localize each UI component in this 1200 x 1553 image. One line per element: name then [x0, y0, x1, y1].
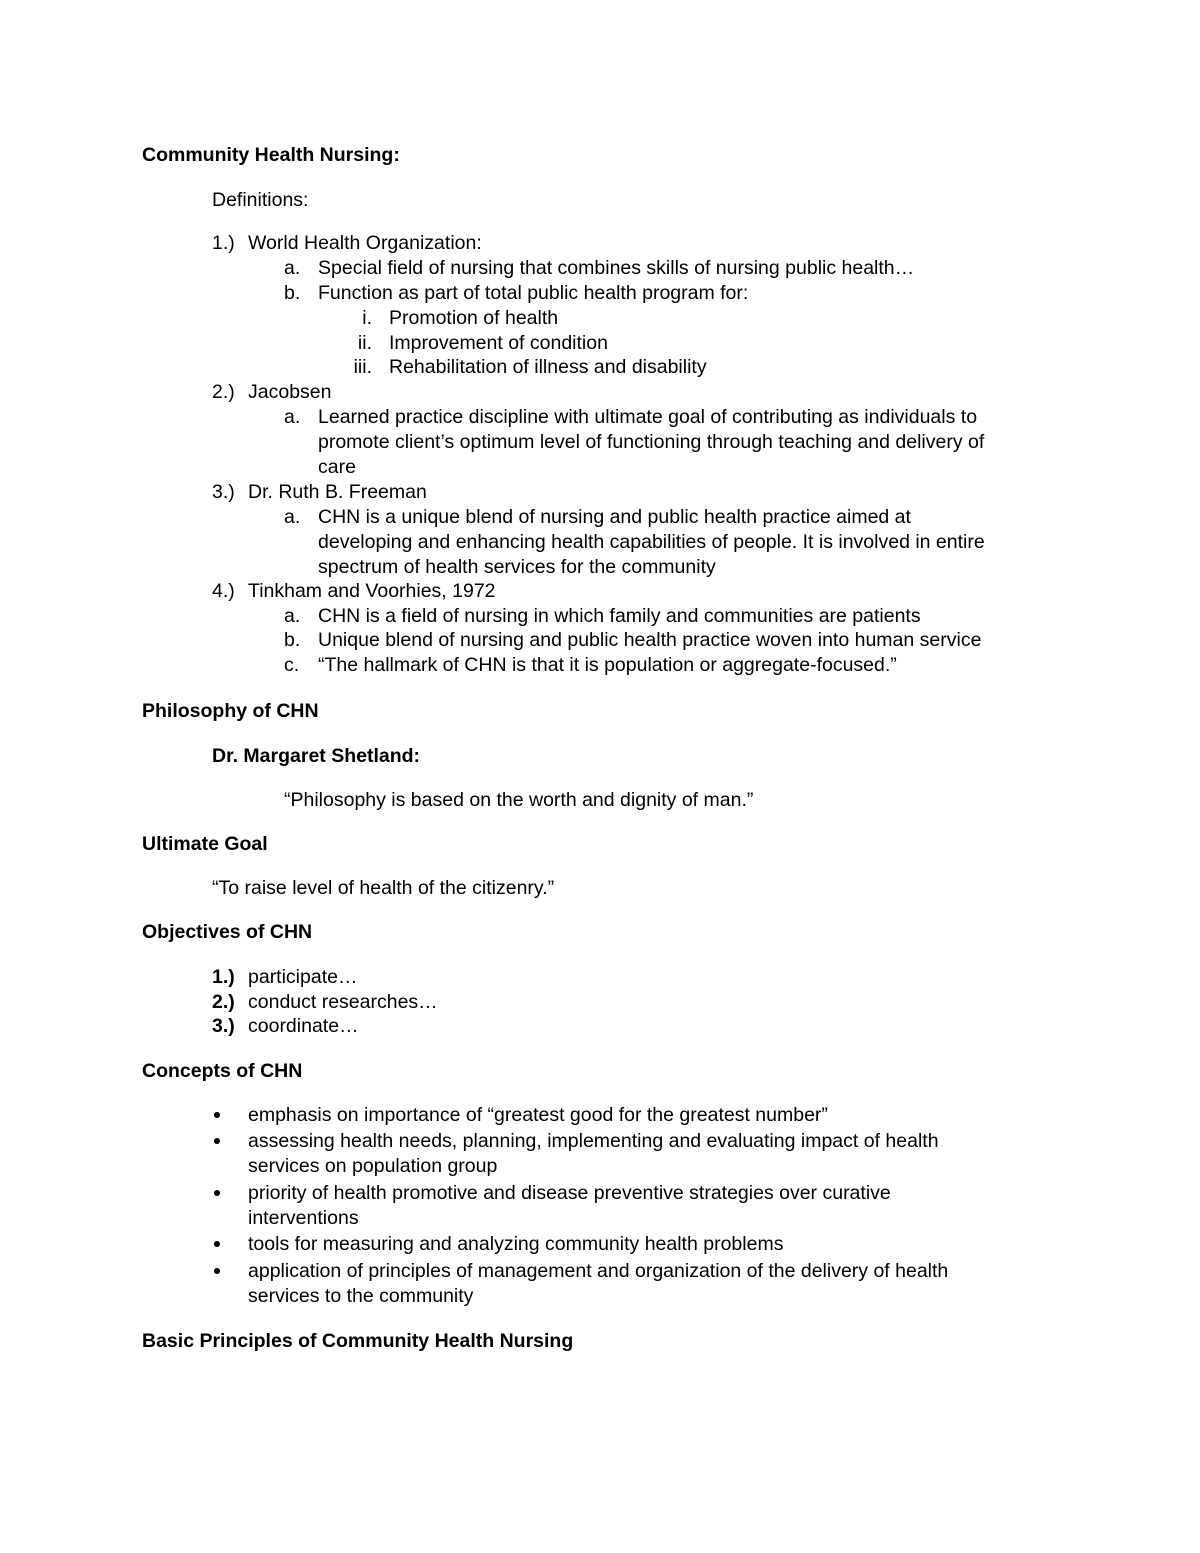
objective-item: participate…: [248, 966, 358, 988]
objective-item: coordinate…: [248, 1015, 359, 1037]
bullet-icon: [214, 1241, 220, 1247]
list-item-text: Improvement of condition: [389, 332, 608, 354]
list-marker: 1.): [212, 232, 235, 254]
bullet-icon: [214, 1190, 220, 1196]
definition-source: World Health Organization:: [248, 232, 482, 254]
section-title-goal: Ultimate Goal: [142, 833, 268, 855]
list-marker: b.: [284, 282, 301, 304]
definition-text: Learned practice discipline with ultimate goal of contributing as individuals to: [318, 406, 978, 428]
bullet-icon: [214, 1138, 220, 1144]
definition-source: Tinkham and Voorhies, 1972: [248, 580, 496, 602]
list-marker: i.: [362, 307, 372, 329]
definition-text: CHN is a unique blend of nursing and public health practice aimed at: [318, 506, 911, 528]
concept-item: priority of health promotive and disease preventive strategies over curative: [248, 1182, 891, 1204]
objective-item: conduct researches…: [248, 991, 438, 1013]
list-item-text: Promotion of health: [389, 307, 559, 329]
definition-text: developing and enhancing health capabilities of people. It is involved in entire: [318, 531, 985, 553]
concept-item: assessing health needs, planning, implementing and evaluating impact of health: [248, 1130, 939, 1152]
section-title-objectives: Objectives of CHN: [142, 921, 313, 943]
section-title-philosophy: Philosophy of CHN: [142, 700, 319, 722]
definition-text: promote client’s optimum level of functioning through teaching and delivery of: [318, 431, 985, 453]
bullet-icon: [214, 1268, 220, 1274]
list-item-text: Rehabilitation of illness and disability: [389, 356, 707, 378]
concept-item: tools for measuring and analyzing community health problems: [248, 1233, 784, 1255]
list-marker: 2.): [212, 381, 235, 403]
concept-item: services to the community: [248, 1285, 474, 1307]
definition-text: “The hallmark of CHN is that it is population or aggregate-focused.”: [318, 654, 897, 676]
definition-source: Dr. Ruth B. Freeman: [248, 481, 427, 503]
concept-item: emphasis on importance of “greatest good for the greatest number”: [248, 1104, 828, 1126]
definition-text: Special field of nursing that combines skills of nursing public health…: [318, 257, 915, 279]
definition-source: Jacobsen: [248, 381, 332, 403]
list-marker: ii.: [357, 332, 372, 354]
definition-text: CHN is a field of nursing in which family and communities are patients: [318, 605, 921, 627]
section-title-concepts: Concepts of CHN: [142, 1060, 303, 1082]
concept-item: interventions: [248, 1207, 359, 1229]
section-title-chn: Community Health Nursing:: [142, 144, 400, 166]
definition-text: spectrum of health services for the community: [318, 556, 716, 578]
list-marker: 3.): [212, 481, 235, 503]
definition-text: care: [318, 456, 356, 478]
concept-item: application of principles of management and organization of the delivery of health: [248, 1260, 949, 1282]
list-marker: 4.): [212, 580, 235, 602]
list-marker: a.: [284, 605, 301, 627]
list-marker: a.: [284, 257, 301, 279]
philosophy-author: Dr. Margaret Shetland:: [212, 745, 421, 767]
list-marker: c.: [284, 654, 300, 676]
list-marker: a.: [284, 506, 301, 528]
definitions-label: Definitions:: [212, 189, 309, 211]
list-marker: 1.): [212, 966, 235, 988]
list-marker: 3.): [212, 1015, 235, 1037]
list-marker: 2.): [212, 991, 235, 1013]
philosophy-quote: “Philosophy is based on the worth and dignity of man.”: [284, 789, 754, 811]
bullet-icon: [214, 1112, 220, 1118]
definition-text: Unique blend of nursing and public health practice woven into human service: [318, 629, 982, 651]
list-marker: a.: [284, 406, 301, 428]
definition-text: Function as part of total public health program for:: [318, 282, 749, 304]
list-marker: iii.: [353, 356, 372, 378]
section-title-principles: Basic Principles of Community Health Nursing: [142, 1330, 574, 1352]
concept-item: services on population group: [248, 1155, 498, 1177]
goal-quote: “To raise level of health of the citizenry.”: [212, 877, 555, 899]
list-marker: b.: [284, 629, 301, 651]
